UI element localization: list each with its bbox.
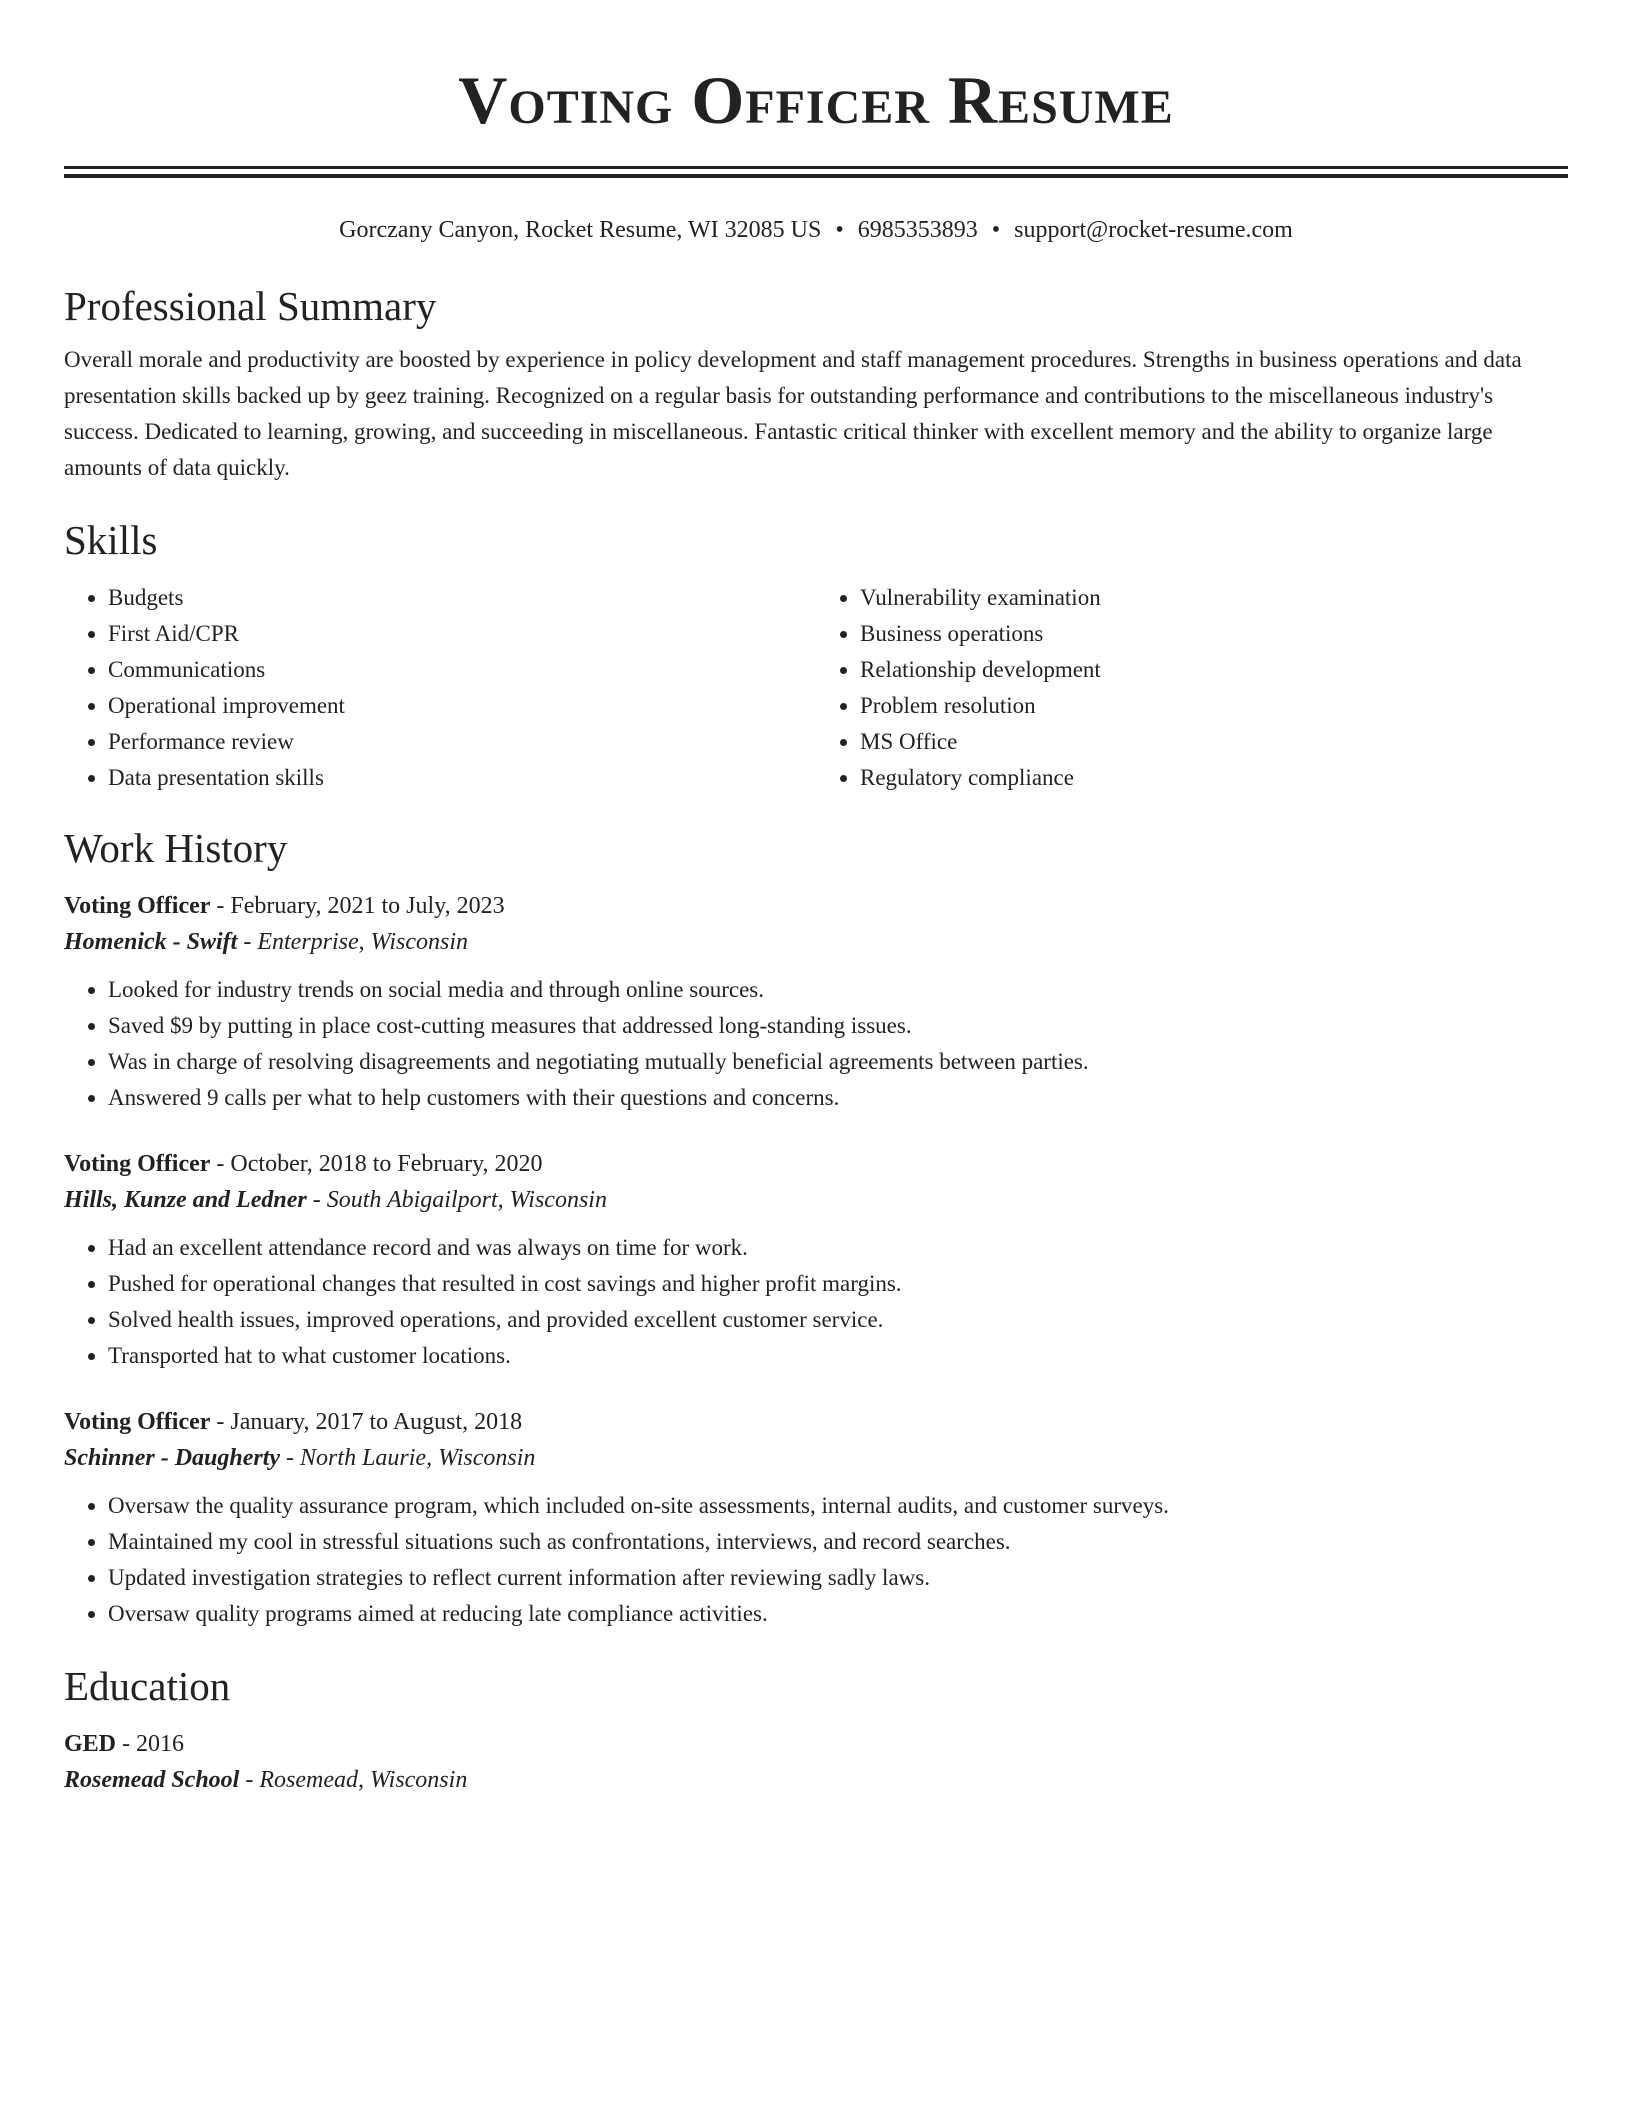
education-location: Rosemead, Wisconsin xyxy=(259,1767,468,1793)
contact-line xyxy=(64,214,1568,246)
job-bullet: • Maintained my cool in stressful situations such as confrontations, interviews, and record searches. xyxy=(108,1524,1568,1560)
education-entry xyxy=(64,1726,1568,1798)
skill-item: • Business operations xyxy=(860,616,1568,652)
summary-text: Overall morale and productivity are boosted by experience in policy development and staff management procedures. Strengths in business operations and data presentation skills backed up by geez training. Recognized on a regular basis for outstanding performance and contributions to the miscellaneous industry's success. Dedicated to learning, growing, and succeeding in miscellaneous. Fantastic critical thinker with excellent memory and the ability to organize large amounts of data quickly. xyxy=(64,347,1522,480)
job-bullet: • Oversaw the quality assurance program, which included on-site assessments, internal audits, and customer surveys. xyxy=(108,1488,1568,1524)
job-bullets xyxy=(64,1488,1568,1632)
job-company: Schinner - Daugherty xyxy=(64,1445,281,1471)
job-bullet: • Pushed for operational changes that resulted in cost savings and higher profit margins. xyxy=(108,1266,1568,1302)
job-company-line: Homenick - Swift - Enterprise, Wisconsin xyxy=(64,929,468,955)
skills-heading: Skills xyxy=(64,517,158,563)
title-divider xyxy=(64,166,1568,178)
contact-address: Gorczany Canyon, Rocket Resume, WI 32085 US xyxy=(339,217,822,243)
skill-item: • Communications xyxy=(108,652,816,688)
skills-column-right xyxy=(816,580,1568,796)
skills-list xyxy=(64,580,1568,796)
job-bullet: • Transported hat to what customer locations. xyxy=(108,1338,1568,1374)
job-bullets xyxy=(64,972,1568,1116)
job-location: South Abigailport, Wisconsin xyxy=(326,1187,607,1213)
job-title-line: Voting Officer - January, 2017 to August, 2018 xyxy=(64,1409,523,1435)
job-title-line: Voting Officer - February, 2021 to July, 2023 xyxy=(64,893,505,919)
summary-heading: Professional Summary xyxy=(64,283,437,329)
contact-separator: • xyxy=(991,217,1001,243)
education-heading: Education xyxy=(64,1663,231,1709)
resume-title: Voting Officer Resume xyxy=(458,62,1174,138)
education-degree: GED xyxy=(64,1731,117,1757)
job-bullet: • Updated investigation strategies to reflect current information after reviewing sadly laws. xyxy=(108,1560,1568,1596)
contact-phone: 6985353893 xyxy=(857,217,978,243)
job-bullet: • Was in charge of resolving disagreements and negotiating mutually beneficial agreements between parties. xyxy=(108,1044,1568,1080)
job-title: Voting Officer xyxy=(64,893,211,919)
skills-column-left xyxy=(64,580,816,796)
education-year: 2016 xyxy=(136,1731,185,1757)
job-title: Voting Officer xyxy=(64,1151,211,1177)
job-bullet: • Looked for industry trends on social media and through online sources. xyxy=(108,972,1568,1008)
job-bullet: • Answered 9 calls per what to help customers with their questions and concerns. xyxy=(108,1080,1568,1116)
job-company: Hills, Kunze and Ledner xyxy=(64,1187,307,1213)
job-entry xyxy=(64,1404,1568,1632)
skill-item: • Budgets xyxy=(108,580,816,616)
education-school: Rosemead School xyxy=(64,1767,240,1793)
job-location: Enterprise, Wisconsin xyxy=(257,929,468,955)
job-title: Voting Officer xyxy=(64,1409,211,1435)
job-dates: January, 2017 to August, 2018 xyxy=(230,1409,523,1435)
skill-item: • Vulnerability examination xyxy=(860,580,1568,616)
skill-item: • Regulatory compliance xyxy=(860,760,1568,796)
job-entry xyxy=(64,888,1568,1116)
job-company-line: Hills, Kunze and Ledner - South Abigailport, Wisconsin xyxy=(64,1187,607,1213)
job-title-line: Voting Officer - October, 2018 to February, 2020 xyxy=(64,1151,543,1177)
job-bullet: • Solved health issues, improved operations, and provided excellent customer service. xyxy=(108,1302,1568,1338)
contact-email: support@rocket-resume.com xyxy=(1014,217,1293,243)
job-bullets xyxy=(64,1230,1568,1374)
job-dates: October, 2018 to February, 2020 xyxy=(230,1151,543,1177)
job-bullet: • Had an excellent attendance record and was always on time for work. xyxy=(108,1230,1568,1266)
education-school-line: Rosemead School - Rosemead, Wisconsin xyxy=(64,1767,468,1793)
job-dates: February, 2021 to July, 2023 xyxy=(230,893,505,919)
job-company: Homenick - Swift xyxy=(64,929,238,955)
contact-separator: • xyxy=(835,217,844,243)
job-bullet: • Oversaw quality programs aimed at reducing late compliance activities. xyxy=(108,1596,1568,1632)
work-history-heading: Work History xyxy=(64,825,288,871)
skill-item: • Performance review xyxy=(108,724,816,760)
skill-item: • Operational improvement xyxy=(108,688,816,724)
job-company-line: Schinner - Daugherty - North Laurie, Wisconsin xyxy=(64,1445,536,1471)
job-entry xyxy=(64,1146,1568,1374)
job-location: North Laurie, Wisconsin xyxy=(300,1445,536,1471)
job-bullet: • Saved $9 by putting in place cost-cutting measures that addressed long-standing issues. xyxy=(108,1008,1568,1044)
education-degree-line: GED - 2016 xyxy=(64,1731,185,1757)
skill-item: • Data presentation skills xyxy=(108,760,816,796)
skill-item: • Problem resolution xyxy=(860,688,1568,724)
skill-item: • First Aid/CPR xyxy=(108,616,816,652)
skill-item: • Relationship development xyxy=(860,652,1568,688)
skill-item: • MS Office xyxy=(860,724,1568,760)
